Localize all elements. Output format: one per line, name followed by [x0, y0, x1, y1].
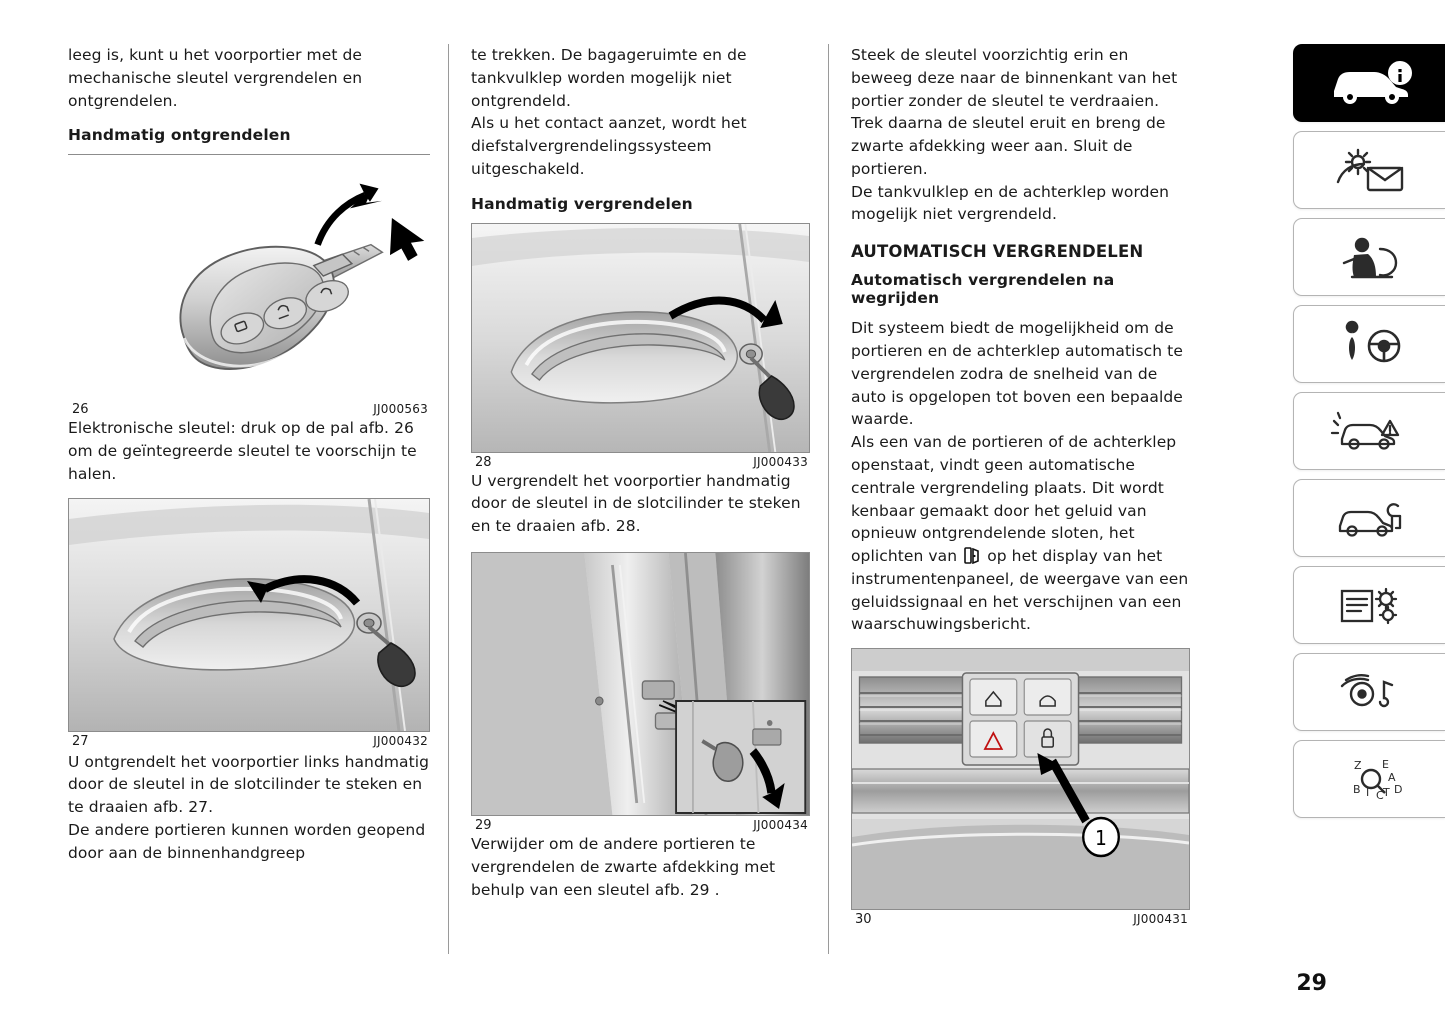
figure-code: JJ000433 — [753, 454, 808, 469]
text-column-3 — [828, 44, 1208, 954]
svg-text:I: I — [1365, 786, 1369, 799]
door-handle-lock-illustration — [472, 224, 809, 452]
documents-gear-icon — [1324, 581, 1416, 629]
figure-29-caption — [471, 816, 810, 833]
center-console-illustration — [852, 649, 1189, 909]
paragraph-text-after-icon: op het display van het instrumentenpaneel, de weergave van een geluidssignaal en het verschijnen van een waarschuwingsbericht. — [851, 547, 1189, 634]
heading-automatisch-vergrendelen: AUTOMATISCH VERGRENDELEN — [851, 242, 1144, 262]
text-column-2 — [448, 44, 828, 954]
paragraph: Elektronische sleutel: druk op de pal afb. 26 om de geïntegreerde sleutel te voorschijn te halen. — [68, 419, 417, 483]
paragraph: Dit systeem biedt de mogelijkheid om de portieren en de achterklep automatisch te vergrendelen zodra de snelheid van de auto is opgelopen tot boven een bepaalde waarde. — [851, 319, 1183, 429]
tab-maintenance[interactable] — [1293, 479, 1445, 557]
key-fob-illustration — [68, 155, 430, 400]
figure-number: 28 — [475, 454, 492, 470]
figure-27-image — [68, 498, 430, 732]
tab-car-info[interactable] — [1293, 44, 1445, 122]
figure-27 — [68, 498, 430, 749]
figure-number: 27 — [72, 733, 89, 749]
steering-wheel-icon — [1324, 320, 1416, 368]
door-handle-unlock-illustration — [69, 499, 429, 731]
tab-index[interactable] — [1293, 740, 1445, 818]
figure-number: 29 — [475, 818, 492, 834]
svg-text:1: 1 — [1095, 826, 1107, 851]
paragraph: U vergrendelt het voorportier handmatig door de sleutel in de slotcilinder te steken en te draaien afb. 28. — [471, 471, 801, 536]
car-warning-icon — [1324, 407, 1416, 455]
figure-28-caption — [471, 453, 810, 470]
figure-30-caption — [851, 910, 1190, 927]
car-wrench-icon — [1324, 494, 1416, 542]
figure-29-image — [471, 552, 810, 816]
figure-28 — [471, 223, 810, 470]
figure-code: JJ000563 — [373, 402, 428, 417]
page-columns — [68, 44, 1268, 954]
tab-starting-driving[interactable] — [1293, 305, 1445, 383]
paragraph: Verwijder om de andere portieren te vergrendelen de zwarte afdekking met behulp van een sleutel afb. 29 . — [471, 835, 776, 899]
paragraph: Steek de sleutel voorzichtig erin en beweeg deze naar de binnenkant van het portier zonder de sleutel te verdraaien. — [851, 46, 1178, 110]
svg-text:D: D — [1393, 783, 1402, 796]
figure-code: JJ000431 — [1133, 912, 1188, 927]
audio-note-icon — [1324, 668, 1416, 716]
svg-text:Z: Z — [1353, 759, 1362, 772]
tab-technical-data[interactable] — [1293, 566, 1445, 644]
car-info-icon — [1324, 59, 1416, 107]
subheading-handmatig-vergrendelen: Handmatig vergrendelen — [471, 194, 693, 213]
figure-code: JJ000432 — [373, 733, 428, 748]
svg-text:T: T — [1382, 786, 1390, 799]
figure-26-caption — [68, 400, 430, 417]
door-edge-cover-illustration — [472, 553, 809, 815]
figure-26 — [68, 154, 430, 417]
figure-29 — [471, 552, 810, 833]
paragraph-with-icon — [851, 431, 1190, 636]
figure-number: 26 — [72, 402, 89, 418]
svg-text:E: E — [1381, 758, 1389, 771]
svg-text:A: A — [1387, 771, 1396, 784]
paragraph: Trek daarna de sleutel eruit en breng de zwarte afdekking weer aan. Sluit de portieren. — [851, 114, 1166, 178]
figure-30 — [851, 648, 1190, 927]
paragraph: De tankvulklep en de achterklep worden mogelijk niet vergrendeld. — [851, 182, 1170, 224]
door-ajar-icon — [964, 547, 980, 564]
text-column-1 — [68, 44, 448, 954]
paragraph: U ontgrendelt het voorportier links handmatig door de sleutel in de slotcilinder te steken en te draaien afb. 27. — [68, 752, 430, 817]
page-number: 29 — [1296, 971, 1327, 996]
dashboard-envelope-icon — [1324, 146, 1416, 194]
seatbelt-airbag-icon — [1324, 233, 1416, 281]
tab-emergency[interactable] — [1293, 392, 1445, 470]
figure-27-caption — [68, 732, 430, 749]
figure-code: JJ000434 — [753, 818, 808, 833]
subheading-automatisch-vergrendelen-na-wegrijden: Automatisch vergrendelen na wegrijden — [851, 271, 1115, 308]
alphabetical-index-icon — [1324, 755, 1416, 803]
paragraph-text-before-icon: Als een van de portieren of de achterklep openstaat, vindt geen automatische centrale vergrendeling plaats. Dit wordt kenbaar gemaakt door het geluid van opnieuw ontgrendelende sloten, het oplichten van — [851, 433, 1177, 566]
svg-text:B: B — [1352, 783, 1361, 796]
figure-28-image — [471, 223, 810, 453]
paragraph: te trekken. De bagageruimte en de tankvulklep worden mogelijk niet ontgrendeld. — [471, 46, 747, 110]
subheading-handmatig-ontgrendelen: Handmatig ontgrendelen — [68, 126, 291, 145]
figure-30-image — [851, 648, 1190, 910]
paragraph: Als u het contact aanzet, wordt het diefstalvergrendelingssysteem uitgeschakeld. — [471, 114, 747, 178]
tab-multimedia[interactable] — [1293, 653, 1445, 731]
tab-dashboard-warning[interactable] — [1293, 131, 1445, 209]
figure-26-image — [68, 155, 430, 400]
chapter-tab-rail — [1293, 44, 1445, 827]
tab-safety[interactable] — [1293, 218, 1445, 296]
figure-number: 30 — [855, 912, 872, 928]
svg-text:C: C — [1375, 789, 1384, 802]
paragraph: leeg is, kunt u het voorportier met de mechanische sleutel vergrendelen en ontgrendelen. — [68, 46, 363, 110]
paragraph: De andere portieren kunnen worden geopend door aan de binnenhandgreep — [68, 821, 426, 862]
